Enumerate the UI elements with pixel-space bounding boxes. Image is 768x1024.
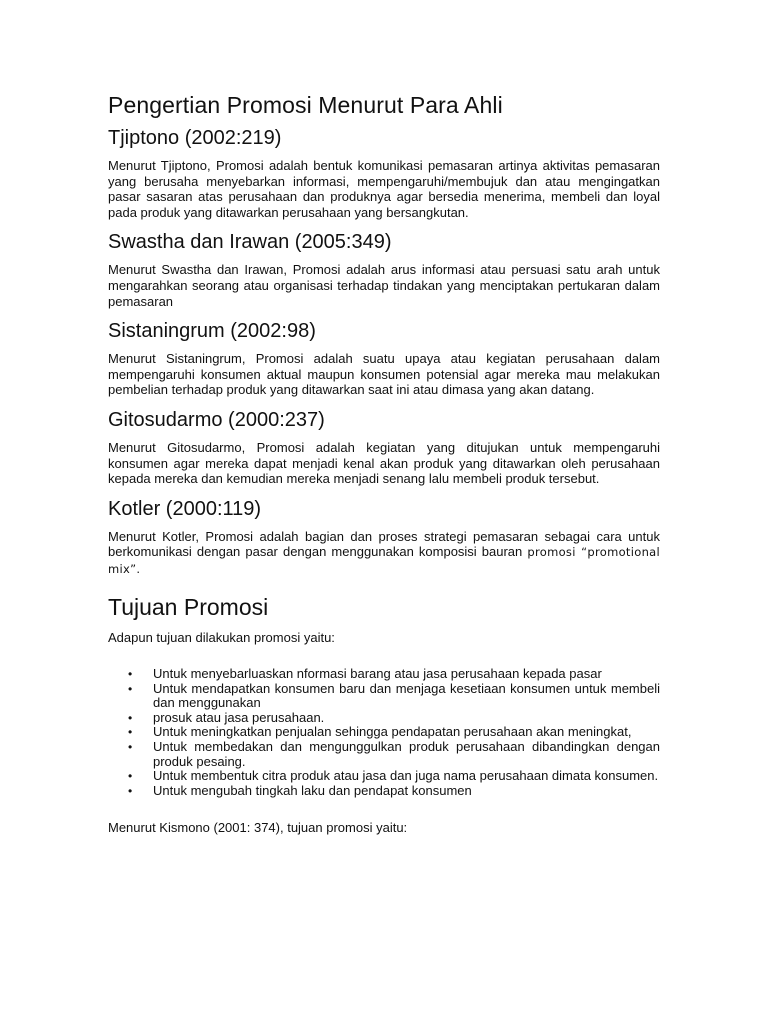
section-paragraph: Menurut Sistaningrum, Promosi adalah suatu upaya atau kegiatan perusahaan dalam mempengaruhi konsumen aktual maupun konsumen potensial agar mereka mau melakukan pembelian terhadap produk yang ditawarkan saat ini atau dimasa yang akan datang. xyxy=(108,351,660,398)
list-item xyxy=(128,666,660,682)
list-item xyxy=(128,739,660,769)
section-heading: Sistaningrum (2002:98) xyxy=(108,320,316,343)
section-sistaningrum xyxy=(108,317,660,398)
tujuan-intro: Adapun tujuan dilakukan promosi yaitu: xyxy=(108,629,335,645)
document-page xyxy=(108,90,660,836)
section-paragraph-text: Menurut Kotler, Promosi adalah bagian dan proses strategi pemasaran sebagai cara untuk berkomunikasi dengan pasar dengan menggunakan komposisi bauran xyxy=(108,528,660,560)
list-item-text: prosuk atau jasa perusahaan. xyxy=(153,709,325,725)
list-item-text: Untuk meningkatkan penjualan sehingga pendapatan perusahaan akan meningkat, xyxy=(153,724,632,740)
bullet-icon: • xyxy=(128,740,133,755)
list-item-text: Untuk menyebarluaskan nformasi barang atau jasa perusahaan kepada pasar xyxy=(153,666,602,682)
page-title: Pengertian Promosi Menurut Para Ahli xyxy=(108,92,503,118)
section-kotler xyxy=(108,495,660,578)
section-heading: Tjiptono (2002:219) xyxy=(108,127,282,149)
bullet-icon: • xyxy=(128,783,133,798)
section-paragraph: Menurut Swastha dan Irawan, Promosi adalah arus informasi atau persuasi satu arah untuk mengarahkan seorang atau organisasi terhadap tindakan yang menciptakan pertukaran dalam pemasaran xyxy=(108,262,660,309)
bullet-icon: • xyxy=(128,681,133,696)
bullet-icon: • xyxy=(128,710,133,725)
list-item-text: Untuk membedakan dan mengunggulkan produk perusahaan dibandingkan dengan produk pesaing. xyxy=(153,739,660,769)
list-item xyxy=(128,782,660,799)
list-item xyxy=(128,768,660,784)
section-paragraph: Menurut Tjiptono, Promosi adalah bentuk komunikasi pemasaran artinya aktivitas pemasaran yang berusaha menyebarkan informasi, mempengaruhi/membujuk dan atau mengingatkan pasar sasaran atas perusahaan dan produknya agar bersedia menerima, membeli dan loyal pada produk yang ditawarkan perusahaan yang bersangkutan. xyxy=(108,158,660,220)
list-item xyxy=(128,709,660,726)
section-heading: Swastha dan Irawan (2005:349) xyxy=(108,231,392,254)
section-gitosudarmo xyxy=(108,406,660,487)
tujuan-heading: Tujuan Promosi xyxy=(108,593,269,620)
section-swastha-irawan xyxy=(108,228,660,309)
tujuan-list xyxy=(108,667,660,798)
section-tujuan-promosi xyxy=(108,592,660,837)
bullet-icon: • xyxy=(128,769,133,784)
list-item xyxy=(128,680,660,711)
bullet-icon: • xyxy=(128,667,133,682)
section-paragraph xyxy=(108,529,660,578)
list-item-text: Untuk mengubah tingkah laku dan pendapat konsumen xyxy=(153,782,472,798)
list-item-text: Untuk membentuk citra produk atau jasa dan juga nama perusahaan dimata konsumen. xyxy=(153,768,659,784)
section-paragraph: Menurut Gitosudarmo, Promosi adalah kegiatan yang ditujukan untuk mempengaruhi konsumen agar mereka dapat menjadi kenal akan produk yang ditawarkan oleh perusahaan kepada mereka dan kemudian mereka menjadi senang lalu membeli produk tersebut. xyxy=(108,439,660,487)
section-tjiptono xyxy=(108,124,660,220)
section-paragraph-tail: promosi “promotional mix”. xyxy=(108,545,660,576)
section-heading: Gitosudarmo (2000:237) xyxy=(108,408,325,431)
bullet-icon: • xyxy=(128,725,133,740)
list-item xyxy=(128,724,660,740)
section-heading: Kotler (2000:119) xyxy=(108,497,262,520)
tujuan-closing: Menurut Kismono (2001: 374), tujuan promosi yaitu: xyxy=(108,820,408,836)
list-item-text: Untuk mendapatkan konsumen baru dan menjaga kesetiaan konsumen untuk membeli dan menggunakan xyxy=(153,680,660,711)
